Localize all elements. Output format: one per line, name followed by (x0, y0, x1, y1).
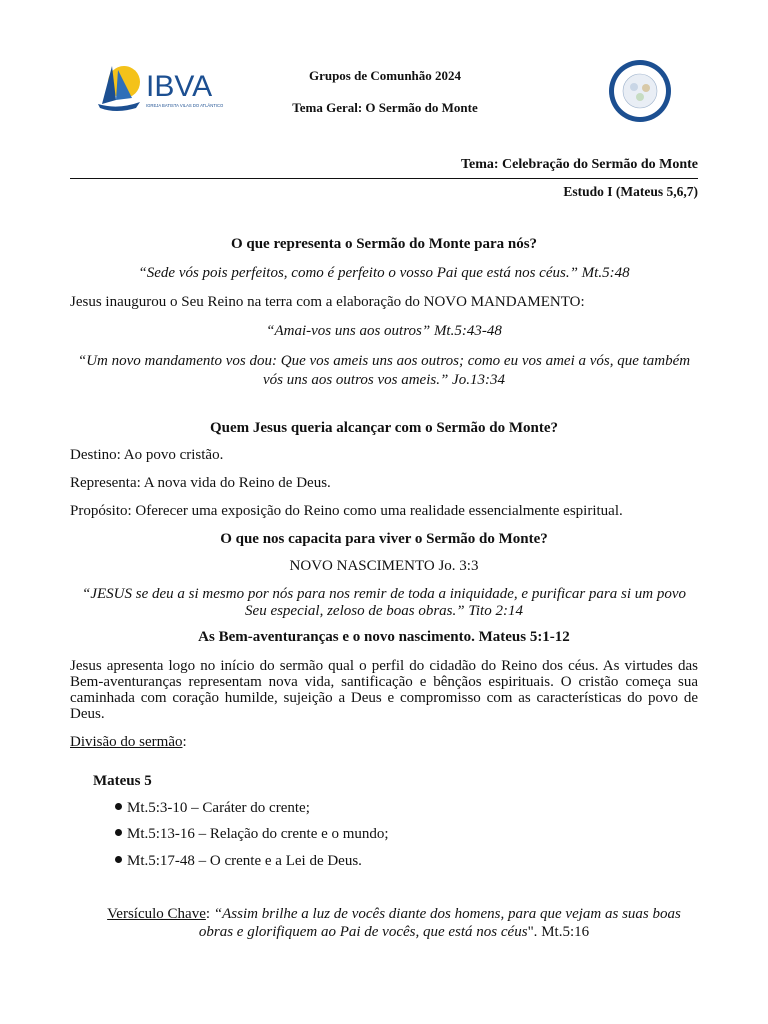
section1-text: Jesus inaugurou o Seu Reino na terra com a elaboração do NOVO MANDAMENTO: (70, 294, 585, 310)
section3-quote-text: “JESUS se deu a si mesmo por nós para nos remir de toda a iniquidade, e purificar para si um povo Seu especial, zeloso de boas obras.” (82, 586, 686, 619)
key-verse-label: Versículo Chave (107, 906, 206, 922)
list-item-text: Mt.5:17-48 – O crente e a Lei de Deus. (127, 853, 362, 869)
list-item-text: Mt.5:13-16 – Relação do crente e o mundo; (127, 826, 389, 842)
key-verse-quote: “Assim brilhe a luz de vocês diante dos homens, para que vejam as suas boas obras e glorifiquem ao Pai de vocês, que está nos céus (198, 906, 681, 940)
seal-bottom-text: IBVA (634, 111, 646, 117)
division-label: Divisão do sermão (70, 734, 183, 750)
grupos-comunhao-seal (607, 58, 673, 124)
section1-title: O que representa o Sermão do Monte para nós? (230, 236, 538, 252)
section2-title: Quem Jesus queria alcançar com o Sermão do Monte? (209, 420, 559, 436)
section1-quote-2: “Amai-vos uns aos outros” Mt.5:43-48 (266, 323, 502, 339)
section3-quote (74, 586, 694, 620)
header-line-1: Grupos de Comunhão 2024 (308, 68, 462, 83)
section2-proposito (70, 503, 698, 520)
study-reference: Estudo I (Mateus 5,6,7) (563, 184, 698, 199)
section4-paragraph: Jesus apresenta logo no início do sermão qual o perfil do cidadão do Reino dos céus. As virtudes das Bem-aventuranças representam nova vida, santificação e bênçãos espirituais. O cristão começa sua caminhada com coração humilde, sujeição a Deus e compromisso com as características do povo de Deus. (70, 658, 698, 722)
list-item (115, 853, 362, 870)
header-divider (70, 178, 698, 179)
list-item-text: Mt.5:3-10 – Caráter do crente; (127, 800, 310, 816)
study-theme: Tema: Celebração do Sermão do Monte (460, 157, 698, 172)
list-item (115, 800, 310, 817)
key-verse (98, 905, 690, 941)
bullet-icon (115, 856, 122, 863)
section3-subtitle: NOVO NASCIMENTO Jo. 3:3 (289, 558, 479, 574)
ibva-logo (96, 60, 236, 116)
division-colon: : (182, 734, 187, 750)
key-verse-close: ". (527, 924, 542, 940)
chapter-heading: Mateus 5 (93, 773, 152, 789)
section1-quote-3: “Um novo mandamento vos dou: Que vos ameis uns aos outros; como eu vos amei a vós, que também vós uns aos outros vos ameis.” Jo.13:34 (77, 353, 691, 388)
section4-title: As Bem-aventuranças e o novo nascimento. Mateus 5:1-12 (198, 629, 570, 645)
division-heading (70, 734, 698, 751)
bullet-icon (115, 829, 122, 836)
key-verse-colon: : (205, 906, 214, 922)
list-item (115, 826, 389, 843)
key-verse-ref: Mt.5:16 (541, 924, 590, 940)
ibva-logo-text: IBVA (146, 70, 213, 103)
ibva-logo-tagline: IGREJA BATISTA VILAS DO ATLÂNTICO (146, 103, 224, 108)
proposito-label: Propósito (70, 503, 128, 519)
bullet-icon (115, 803, 122, 810)
proposito-text: : Oferecer uma exposição do Reino como uma realidade essencialmente espiritual. (127, 503, 623, 519)
seal-top-text: GRUPOS DE COMUNHÃO (615, 64, 665, 86)
section3-quote-ref: Tito 2:14 (464, 603, 523, 619)
section1-quote-1: “Sede vós pois perfeitos, como é perfeito o vosso Pai que está nos céus.” Mt.5:48 (138, 265, 630, 281)
section2-destino: Destino: Ao povo cristão. (70, 447, 224, 463)
section2-representa: Representa: A nova vida do Reino de Deus. (70, 475, 331, 491)
section3-title: O que nos capacita para viver o Sermão do Monte? (220, 531, 548, 547)
header-line-2: Tema Geral: O Sermão do Monte (292, 100, 478, 115)
